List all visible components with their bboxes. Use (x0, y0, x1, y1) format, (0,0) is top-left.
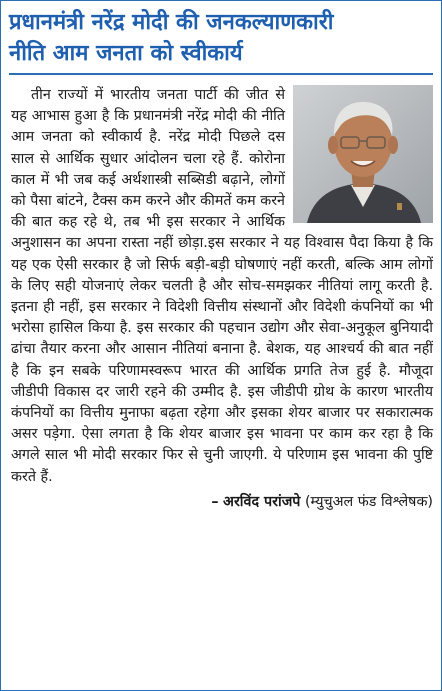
author-photo (293, 85, 433, 223)
headline-line-1: प्रधानमंत्री नरेंद्र मोदी की जनकल्याणकारी (9, 10, 334, 35)
article-paragraph: तीन राज्यों में भारतीय जनता पार्टी की जीत से यह आभास हुआ है कि प्रधानमंत्री नरेंद्र मोदी की नीति आम जनता को स्वीकार्य है. नरेंद्र मोदी पिछले दस साल से आर्थिक सुधार आंदोलन चला रहे हैं. कोरोना काल में भी जब कई अर्थशास्त्री सब्सिडी बढ़ाने, लोगों को पैसा बांटने, टैक्स कम करने और कीमतें कम करने की बात कह रहे थे, तब भी इस सरकार ने आर्थिक अनुशासन का अपना रास्ता नहीं छोड़ा.इस सरकार ने यह विश्वास पैदा किया है कि यह एक ऐसी सरकार है जो सिर्फ बड़ी-बड़ी घोषणाएं नहीं करती, बल्कि आम लोगों के लिए सही योजनाएं लेकर चलती है और सोच-समझकर नीतियां लागू करती है. इतना ही नहीं, इस सरकार ने विदेशी वित्तीय संस्थानों और विदेशी कंपनियों का भी भरोसा हासिल किया है. इस सरकार की पहचान उद्योग और सेवा-अनुकूल बुनियादी ढांचा तैयार करना और आसान नीतियां बनाना है. बेशक, यह आश्चर्य की बात नहीं है कि इन सबके परिणामस्वरूप भारत की आर्थिक प्रगति तेज हुई है. मौजूदा जीडीपी विकास दर जारी रहने की उम्मीद है. इस जीडीपी ग्रोथ के कारण भारतीय कंपनियों का वित्तीय मुनाफा बढ़ता रहेगा और इसका शेयर बाजार पर सकारात्मक असर पड़ेगा. ऐसा लगता है कि शेयर बाजार इस भावना पर काम कर रहा है कि अगले साल भी मोदी सरकार फिर से चुनी जाएगी. ये परिणाम इस भावना की पुष्टि करते हैं. (11, 87, 433, 485)
headline (1, 1, 441, 69)
author-portrait-image (293, 85, 433, 223)
headline-line-2: नीति आम जनता को स्वीकार्य (9, 41, 243, 66)
byline-dash: – (211, 493, 219, 510)
byline-author: अरविंद परांजपे (223, 493, 301, 510)
article-body (1, 75, 441, 488)
byline (1, 488, 441, 511)
byline-role: (म्युचुअल फंड विश्लेषक) (304, 493, 433, 510)
